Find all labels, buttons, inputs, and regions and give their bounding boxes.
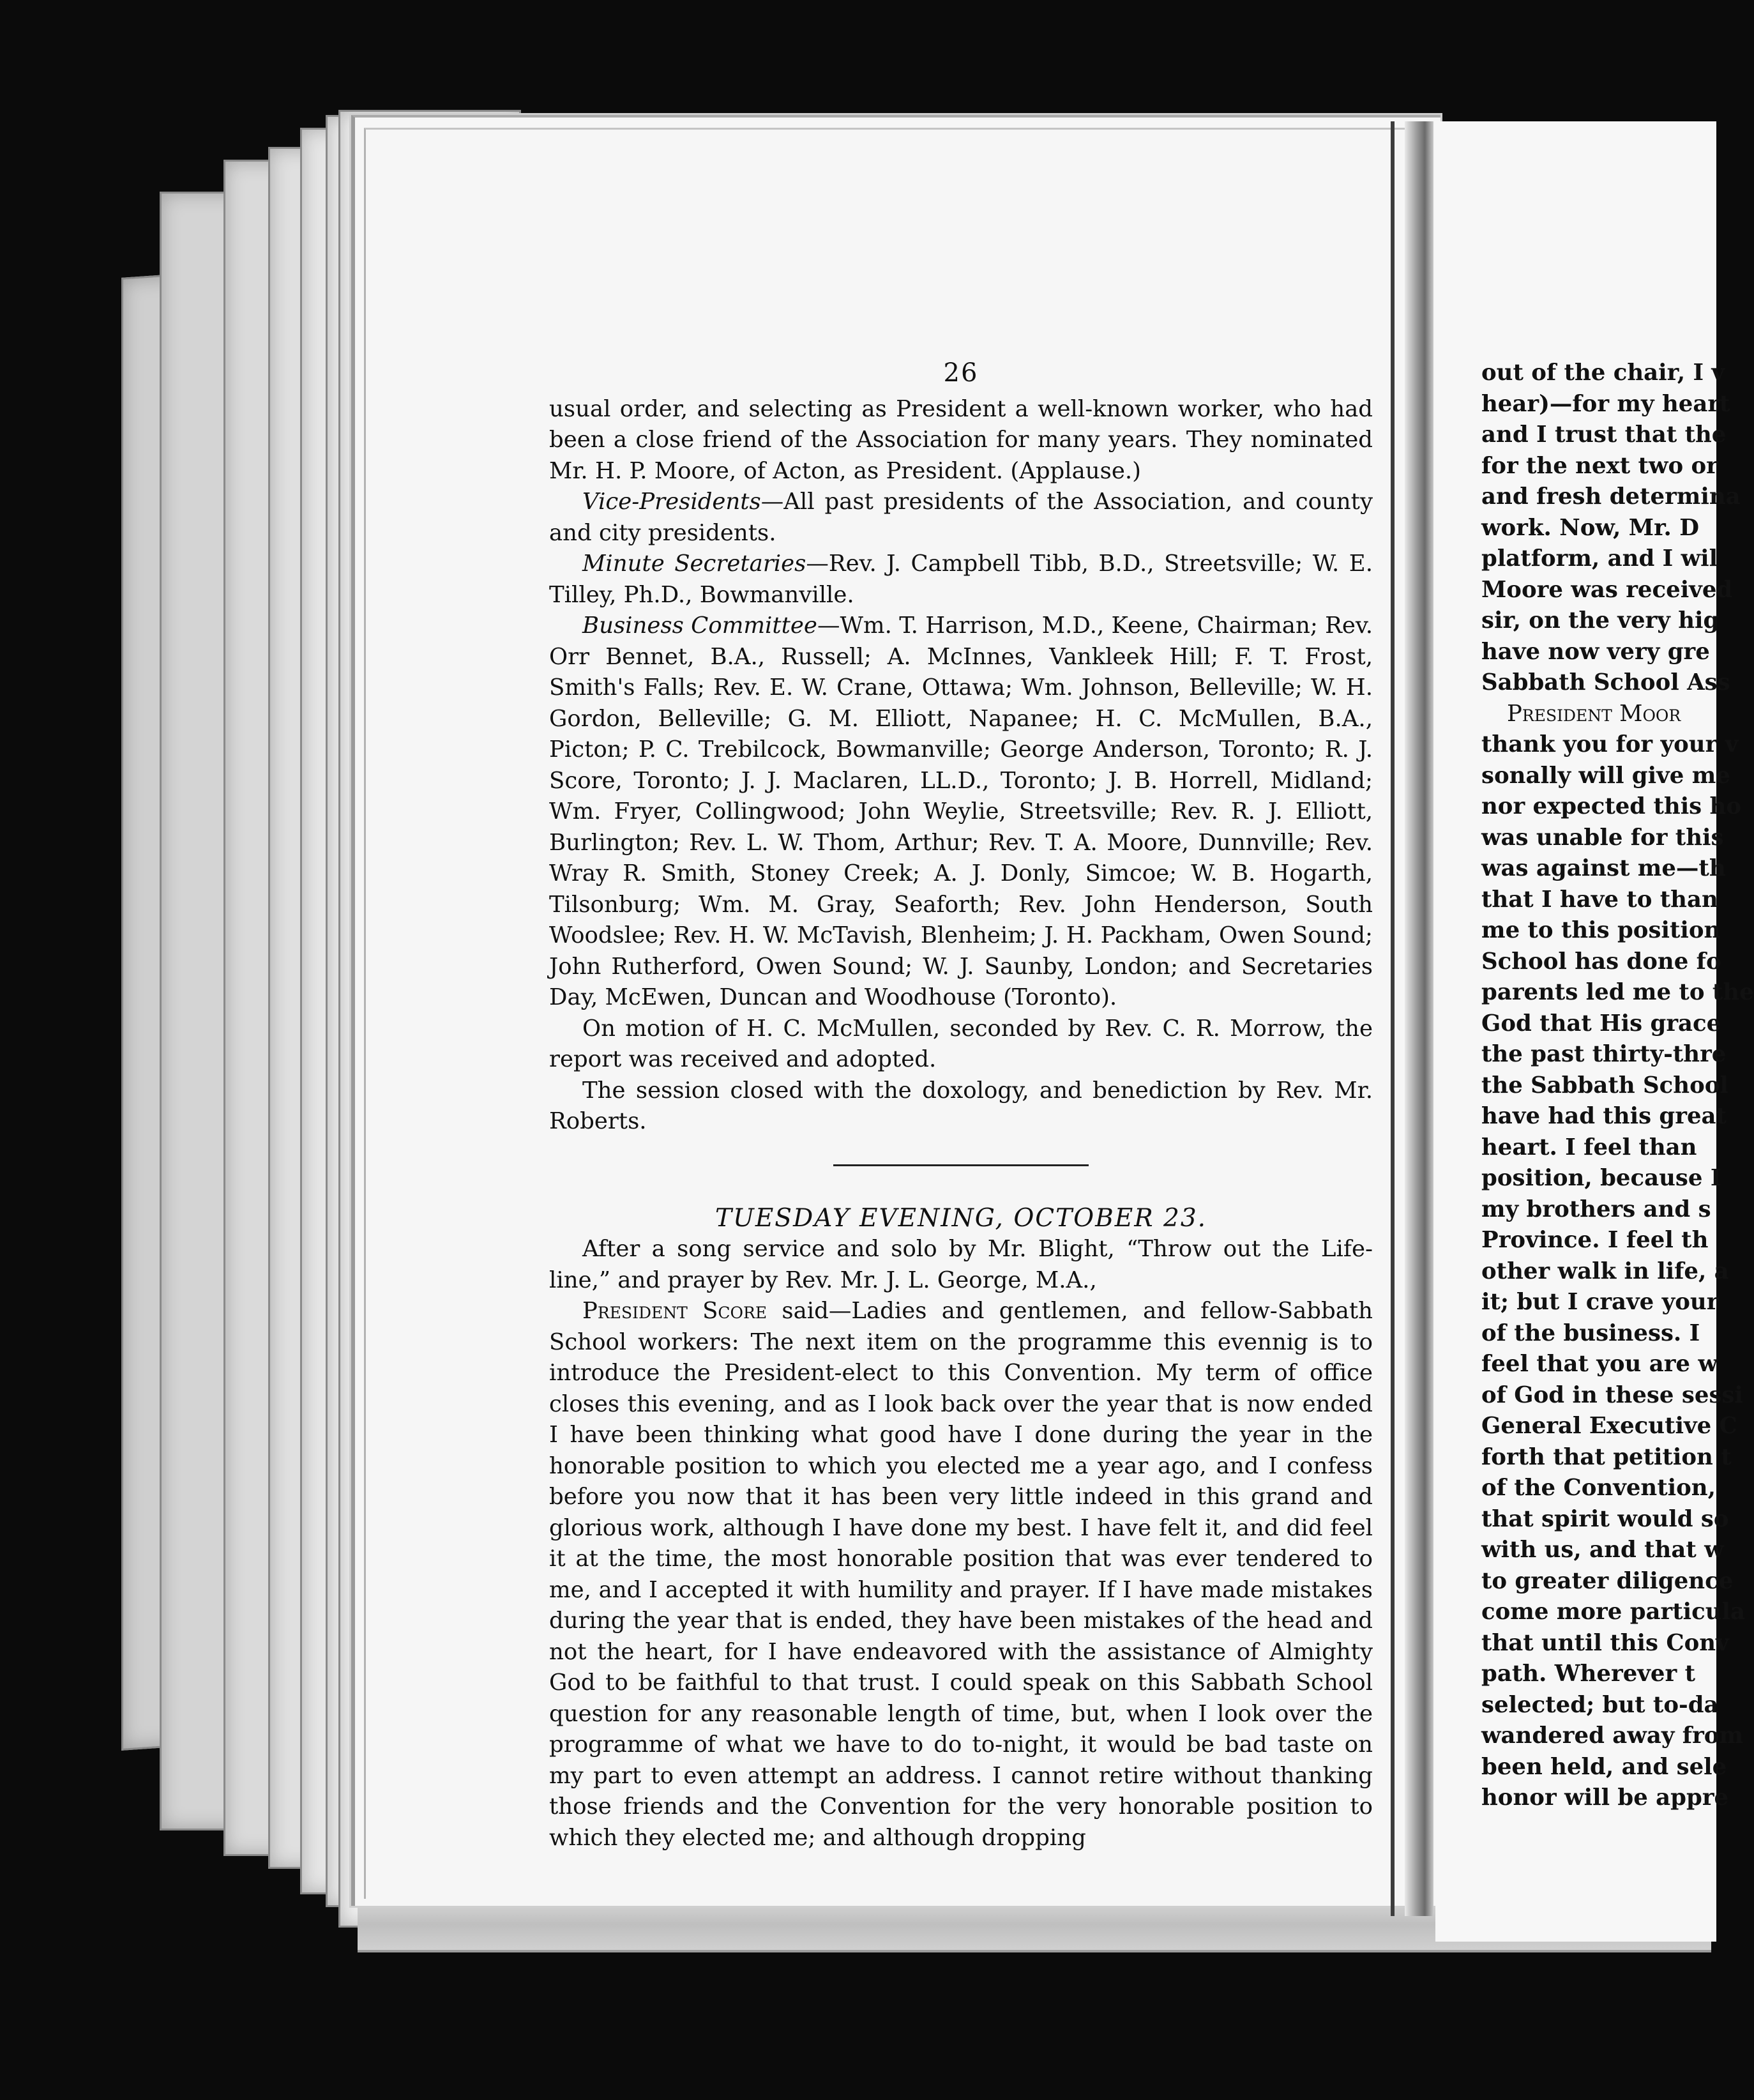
right-page-line: have now very gre	[1481, 638, 1710, 665]
page-number: 26	[943, 358, 979, 388]
paragraph-text: After a song service and solo by Mr. Blight, “Throw out the Life-line,” and prayer by Rev. Mr. J. L. George, M.A.,	[549, 1236, 1373, 1293]
right-page-line: that until this Conv	[1481, 1629, 1729, 1656]
paragraph-lead: President Score	[582, 1298, 767, 1324]
right-page-line: to greater diligence	[1481, 1567, 1734, 1594]
right-page-line: Sabbath School Ass	[1481, 669, 1730, 696]
right-page-line: thank you for your v	[1481, 731, 1739, 757]
right-page-line: and I trust that the	[1481, 422, 1727, 448]
right-page-line: of the Convention,	[1481, 1475, 1716, 1501]
paragraph	[549, 1014, 1373, 1076]
paragraph	[549, 1234, 1373, 1296]
paragraph-lead: Business Committee	[582, 612, 817, 639]
right-page-line: platform, and I wil	[1481, 545, 1718, 572]
paragraph	[549, 1296, 1373, 1853]
right-page-line: it; but I crave your	[1481, 1289, 1719, 1315]
paragraph	[549, 1076, 1373, 1138]
right-page-line: feel that you are w	[1481, 1351, 1718, 1377]
book-gutter	[1405, 121, 1433, 1916]
right-page-line: of God in these sessi	[1481, 1381, 1743, 1408]
right-page-line: me to this position	[1481, 917, 1721, 943]
right-page-line: path. Wherever t	[1481, 1661, 1695, 1687]
paragraph	[549, 549, 1373, 611]
paragraph-text: The session closed with the doxology, and benediction by Rev. Mr. Roberts.	[549, 1077, 1373, 1134]
left-page-text	[549, 358, 1373, 1853]
right-page-line: the Sabbath School	[1481, 1072, 1728, 1099]
right-page-line: out of the chair, I v	[1481, 360, 1725, 386]
right-page-line: for the next two or	[1481, 452, 1718, 479]
right-page-line: School has done fo	[1481, 948, 1721, 975]
paragraph-lead: Minute Secretaries	[582, 551, 806, 577]
right-page-line: of the business. I	[1481, 1320, 1700, 1346]
right-page-line: the past thirty-thre	[1481, 1041, 1727, 1067]
right-page-line: selected; but to-da	[1481, 1691, 1719, 1718]
paragraph-text: On motion of H. C. McMullen, seconded by Rev. C. R. Morrow, the report was received and adopted.	[549, 1015, 1373, 1072]
right-page-line: and fresh determina	[1481, 483, 1741, 510]
right-page-line: that spirit would so	[1481, 1505, 1729, 1532]
section-divider	[833, 1164, 1089, 1166]
right-page-line: hear)—for my heart	[1481, 390, 1730, 417]
paragraph-text: said—Ladies and gentlemen, and fellow-Sabbath School workers: The next item on the programme this evennig is to introduce the President-elect to this Convention. My term of office closes this evening, and as I look back over the year that is now ended I have been thinking what good have I done during the year in the honorable position to which you elected me a year ago, and I confess before you now that it has been very little indeed in this grand and glorious work, although I have done my best. I have felt it, and did feel it at the time, the most honorable position that was ever tendered to me, and I accepted it with humility and prayer. If I have made mistakes during the year that is ended, they have been mistakes of the head and not the heart, for I have endeavored with the assistance of Almighty God to be faithful to that trust. I could speak on this Sabbath School question for any reasonable length of time, but, when I look over the programme of what we have to do to-night, it would be bad taste on my part to even attempt an address. I cannot retire without thanking those friends and the Convention for the very honorable position to which they elected me; and although dropping	[549, 1298, 1373, 1851]
right-page-line: General Executive C	[1481, 1413, 1737, 1439]
right-page-line: position, because I	[1481, 1165, 1721, 1191]
paragraph-text: —Wm. T. Harrison, M.D., Keene, Chairman; Rev. Orr Bennet, B.A., Russell; A. McInnes, Vankleek Hill; F. T. Frost, Smith's Falls; Rev. E. W. Crane, Ottawa; Wm. Johnson, Belleville; W. H. Gordon, Belleville; G. M. Elliott, Napanee; H. C. McMullen, B.A., Picton; P. C. Trebilcock, Bowmanville; George Anderson, Toronto; R. J. Score, Toronto; J. J. Maclaren, LL.D., Toronto; J. B. Horrell, Midland; Wm. Fryer, Collingwood; John Weylie, Streetsville; Rev. R. J. Elliott, Burlington; Rev. L. W. Thom, Arthur; Rev. T. A. Moore, Dunnville; Rev. Wray R. Smith, Stoney Creek; A. J. Donly, Simcoe; W. B. Hogarth, Tilsonburg; Wm. M. Gray, Seaforth; Rev. John Henderson, South Woodslee; Rev. H. W. McTavish, Blenheim; J. H. Packham, Owen Sound; John Rutherford, Owen Sound; W. J. Saunby, London; and Secretaries Day, McEwen, Duncan and Woodhouse (Toronto).	[549, 612, 1373, 1010]
right-page-line: been held, and sele	[1481, 1753, 1727, 1780]
right-page-line: Moore was received	[1481, 576, 1733, 603]
paragraph-group	[549, 394, 1373, 1138]
right-page-line: parents led me to the	[1481, 979, 1754, 1005]
right-page-line: sonally will give me	[1481, 762, 1730, 789]
right-page-line: sir, on the very hig	[1481, 607, 1720, 634]
paragraph	[549, 394, 1373, 487]
gutter-shadow	[1391, 121, 1395, 1916]
right-page-line: my brothers and s	[1481, 1196, 1711, 1222]
paragraph-text: usual order, and selecting as President a well-known worker, who had been a close friend of the Association for many years. They nominated Mr. H. P. Moore, of Acton, as President. (Applause.)	[549, 395, 1373, 484]
right-page-line: have had this great	[1481, 1103, 1727, 1129]
right-page-line: was unable for this	[1481, 824, 1724, 851]
right-page-line: heart. I feel than	[1481, 1134, 1697, 1160]
right-page-line: forth that petition t	[1481, 1443, 1732, 1470]
section-heading: TUESDAY EVENING, OCTOBER 23.	[714, 1203, 1207, 1233]
paragraph-text: —Rev. J. Campbell Tibb, B.D., Streetsville; W. E. Tilley, Ph.D., Bowmanville.	[549, 551, 1373, 608]
right-page-line: come more particula	[1481, 1599, 1746, 1625]
right-page-line: wandered away from	[1481, 1723, 1744, 1749]
right-page-line: honor will be appre	[1481, 1784, 1729, 1811]
paragraph-group	[549, 1234, 1373, 1853]
right-page-line: that I have to than	[1481, 886, 1718, 913]
right-page-line: work. Now, Mr. D	[1481, 514, 1700, 541]
right-page-line: nor expected this ho	[1481, 793, 1742, 819]
right-page-line: was against me—th	[1481, 855, 1726, 881]
paragraph-lead: Vice-Presidents	[582, 489, 761, 515]
right-page-line: other walk in life, a	[1481, 1258, 1729, 1284]
right-page-line: Province. I feel th	[1481, 1227, 1709, 1253]
right-page-line: President Moor	[1507, 700, 1681, 727]
right-page-line: God that His grace	[1481, 1010, 1721, 1037]
paragraph	[549, 611, 1373, 1014]
right-page-line: with us, and that w	[1481, 1537, 1724, 1563]
right-page-text	[1481, 358, 1754, 1814]
paragraph	[549, 487, 1373, 549]
paragraph-text: —All past presidents of the Association, and county and city presidents.	[549, 489, 1373, 546]
